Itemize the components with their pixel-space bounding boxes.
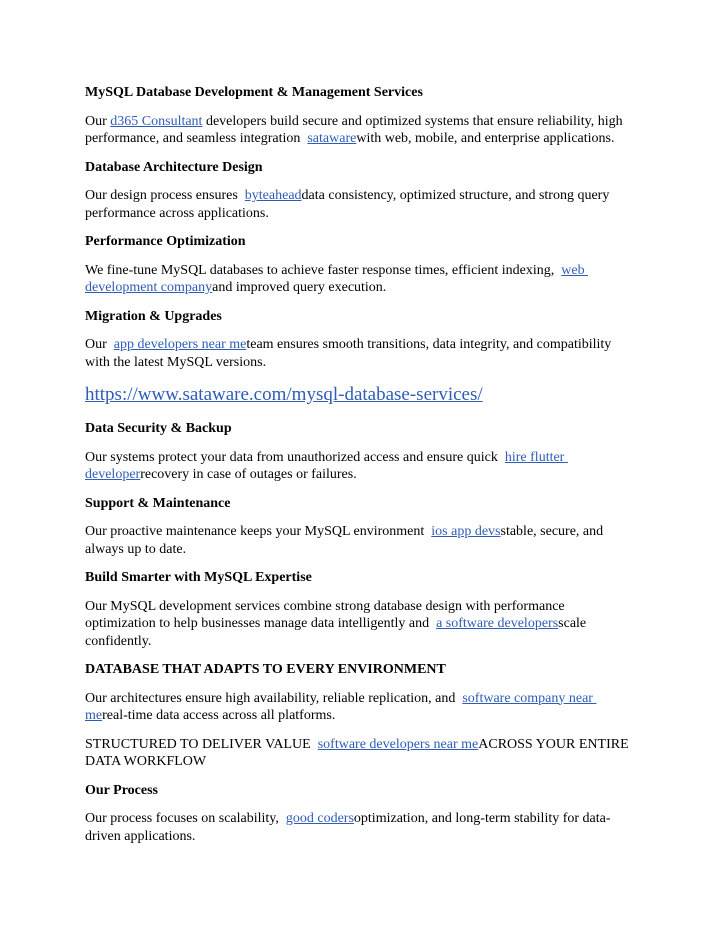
section-heading: Data Security & Backup	[85, 421, 232, 436]
paragraph	[85, 690, 637, 725]
text-run: scale confidently.	[85, 616, 590, 649]
text-run: Our process focuses on scalability,	[85, 811, 286, 826]
text-run: Our design process ensures	[85, 188, 245, 203]
section-heading: Our Process	[85, 782, 158, 798]
paragraph	[85, 262, 637, 297]
section-heading: Migration & Upgrades	[85, 308, 222, 324]
inline-link[interactable]: a software developers	[436, 616, 559, 631]
text-run: real-time data access across all platforms.	[102, 708, 336, 723]
inline-link[interactable]: d365 Consultant	[110, 113, 203, 129]
section-heading: DATABASE THAT ADAPTS TO EVERY ENVIRONMENT	[85, 662, 446, 677]
inline-link[interactable]: app developers near me	[113, 337, 247, 352]
inline-link[interactable]: good coders	[285, 811, 354, 826]
text-run: We fine-tune MySQL databases to achieve faster response times, efficient indexing,	[85, 262, 562, 278]
inline-link[interactable]: software developers near me	[317, 736, 479, 752]
inline-link[interactable]: byteahead	[244, 188, 302, 203]
text-run: team ensures smooth transitions, data integrity, and compatibility with the latest MySQL versions.	[85, 337, 615, 370]
text-run: Our	[85, 113, 111, 129]
section-heading: Performance Optimization	[85, 234, 246, 249]
inline-link[interactable]: ios app devs	[431, 524, 501, 539]
text-run: recovery in case of outages or failures.	[140, 467, 357, 482]
paragraph	[85, 523, 637, 558]
section-heading: MySQL Database Development & Management Services	[85, 85, 423, 100]
text-run: Our architectures ensure high availability, reliable replication, and	[85, 690, 463, 706]
inline-link[interactable]: web development company	[85, 262, 589, 295]
text-run: Our MySQL development services combine strong database design with performance optimization to help businesses manage data intelligently and	[85, 598, 569, 631]
text-run: Our systems protect your data from unauthorized access and ensure quick	[85, 449, 505, 465]
paragraph	[85, 113, 637, 148]
inline-link[interactable]: sataware	[307, 131, 357, 146]
section-heading: Support & Maintenance	[85, 495, 231, 511]
paragraph	[85, 736, 637, 771]
paragraph	[85, 336, 637, 371]
text-run: developers build secure and optimized systems that ensure reliability, high performance, and seamless integration	[85, 113, 627, 146]
text-run: STRUCTURED TO DELIVER VALUE	[85, 736, 318, 752]
text-run: Our proactive maintenance keeps your MySQL environment	[85, 524, 432, 539]
text-run: Our	[85, 337, 114, 352]
inline-link[interactable]: software company near me	[85, 690, 597, 723]
section-heading: Database Architecture Design	[85, 159, 263, 175]
text-run: and improved query execution.	[212, 280, 387, 295]
text-run: stable, secure, and always up to date.	[85, 524, 607, 557]
document-body	[85, 84, 637, 856]
section-heading: Build Smarter with MySQL Expertise	[85, 570, 312, 585]
text-run: with web, mobile, and enterprise applications.	[356, 131, 615, 146]
text-run: optimization, and long-term stability for data-driven applications.	[85, 811, 611, 844]
text-run: data consistency, optimized structure, and strong query performance across applications.	[85, 188, 613, 221]
url-link[interactable]: https://www.sataware.com/mysql-database-services/	[85, 384, 483, 405]
paragraph	[85, 598, 637, 651]
url-heading	[85, 382, 637, 408]
paragraph	[85, 810, 637, 845]
paragraph	[85, 187, 637, 222]
text-run: ACROSS YOUR ENTIRE DATA WORKFLOW	[85, 736, 633, 769]
paragraph	[85, 449, 637, 484]
inline-link[interactable]: hire flutter developer	[85, 449, 568, 482]
